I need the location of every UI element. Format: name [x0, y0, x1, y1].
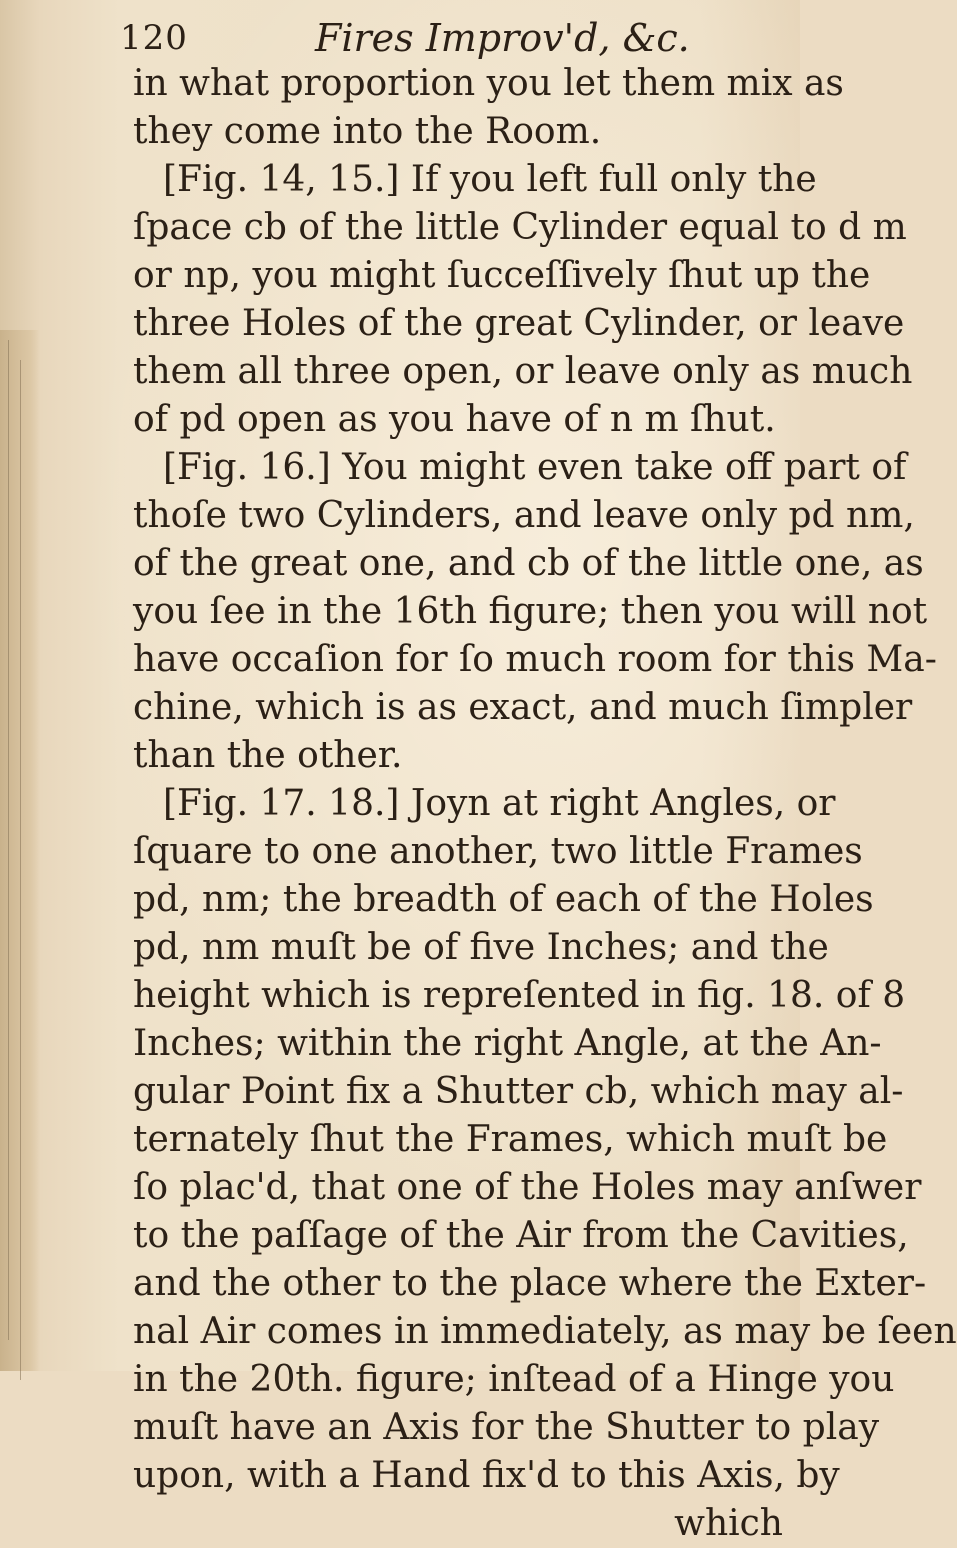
text-line: to the paſſage of the Air from the Cavities,: [133, 1215, 909, 1256]
page-edge-line: [8, 340, 9, 1340]
text-line: height which is repreſented in fig. 18. of 8: [133, 975, 906, 1016]
text-line: chine, which is as exact, and much ſimpler: [133, 687, 913, 728]
text-line: you ſee in the 16th figure; then you will not: [133, 591, 928, 632]
text-line: of the great one, and cb of the little one, as: [133, 543, 924, 584]
text-line: and the other to the place where the Exter-: [133, 1263, 927, 1304]
text-line: [Fig. 16.] You might even take off part of: [163, 447, 907, 488]
text-line: three Holes of the great Cylinder, or leave: [133, 303, 905, 344]
text-line: ſpace cb of the little Cylinder equal to d m: [133, 207, 907, 248]
text-line: they come into the Room.: [133, 111, 602, 152]
text-line: them all three open, or leave only as much: [133, 351, 913, 392]
text-line: or np, you might ſucceſſively ſhut up the: [133, 255, 871, 296]
text-line: gular Point fix a Shutter cb, which may al-: [133, 1071, 904, 1112]
text-line: than the other.: [133, 735, 403, 776]
text-line: upon, with a Hand fix'd to this Axis, by: [133, 1455, 840, 1496]
text-line: pd, nm; the breadth of each of the Holes: [133, 879, 874, 920]
text-line: ſo plac'd, that one of the Holes may anſwer: [133, 1167, 922, 1208]
catchword: which: [674, 1503, 783, 1544]
text-line: Inches; within the right Angle, at the An-: [133, 1023, 882, 1064]
text-line: pd, nm muſt be of five Inches; and the: [133, 927, 829, 968]
text-line: muſt have an Axis for the Shutter to play: [133, 1407, 880, 1448]
text-line: thoſe two Cylinders, and leave only pd nm,: [133, 495, 915, 536]
running-title: Fires Improv'd, &c.: [315, 16, 690, 60]
text-line: ſquare to one another, two little Frames: [133, 831, 863, 872]
body-text: [133, 60, 957, 1548]
text-line: in what proportion you let them mix as: [133, 63, 844, 104]
text-line: nal Air comes in immediately, as may be ſeen: [133, 1311, 957, 1352]
text-line: [Fig. 14, 15.] If you left full only the: [163, 159, 817, 200]
text-line: [Fig. 17. 18.] Joyn at right Angles, or: [163, 783, 836, 824]
running-header: [120, 14, 760, 66]
text-line: have occaſion for ſo much room for this Ma-: [133, 639, 937, 680]
text-line: of pd open as you have of n m ſhut.: [133, 399, 776, 440]
page-edge-line: [20, 360, 21, 1380]
text-line: in the 20th. figure; inſtead of a Hinge you: [133, 1359, 895, 1400]
text-line: ternately ſhut the Frames, which muſt be: [133, 1119, 888, 1160]
page-number: 120: [120, 18, 188, 58]
